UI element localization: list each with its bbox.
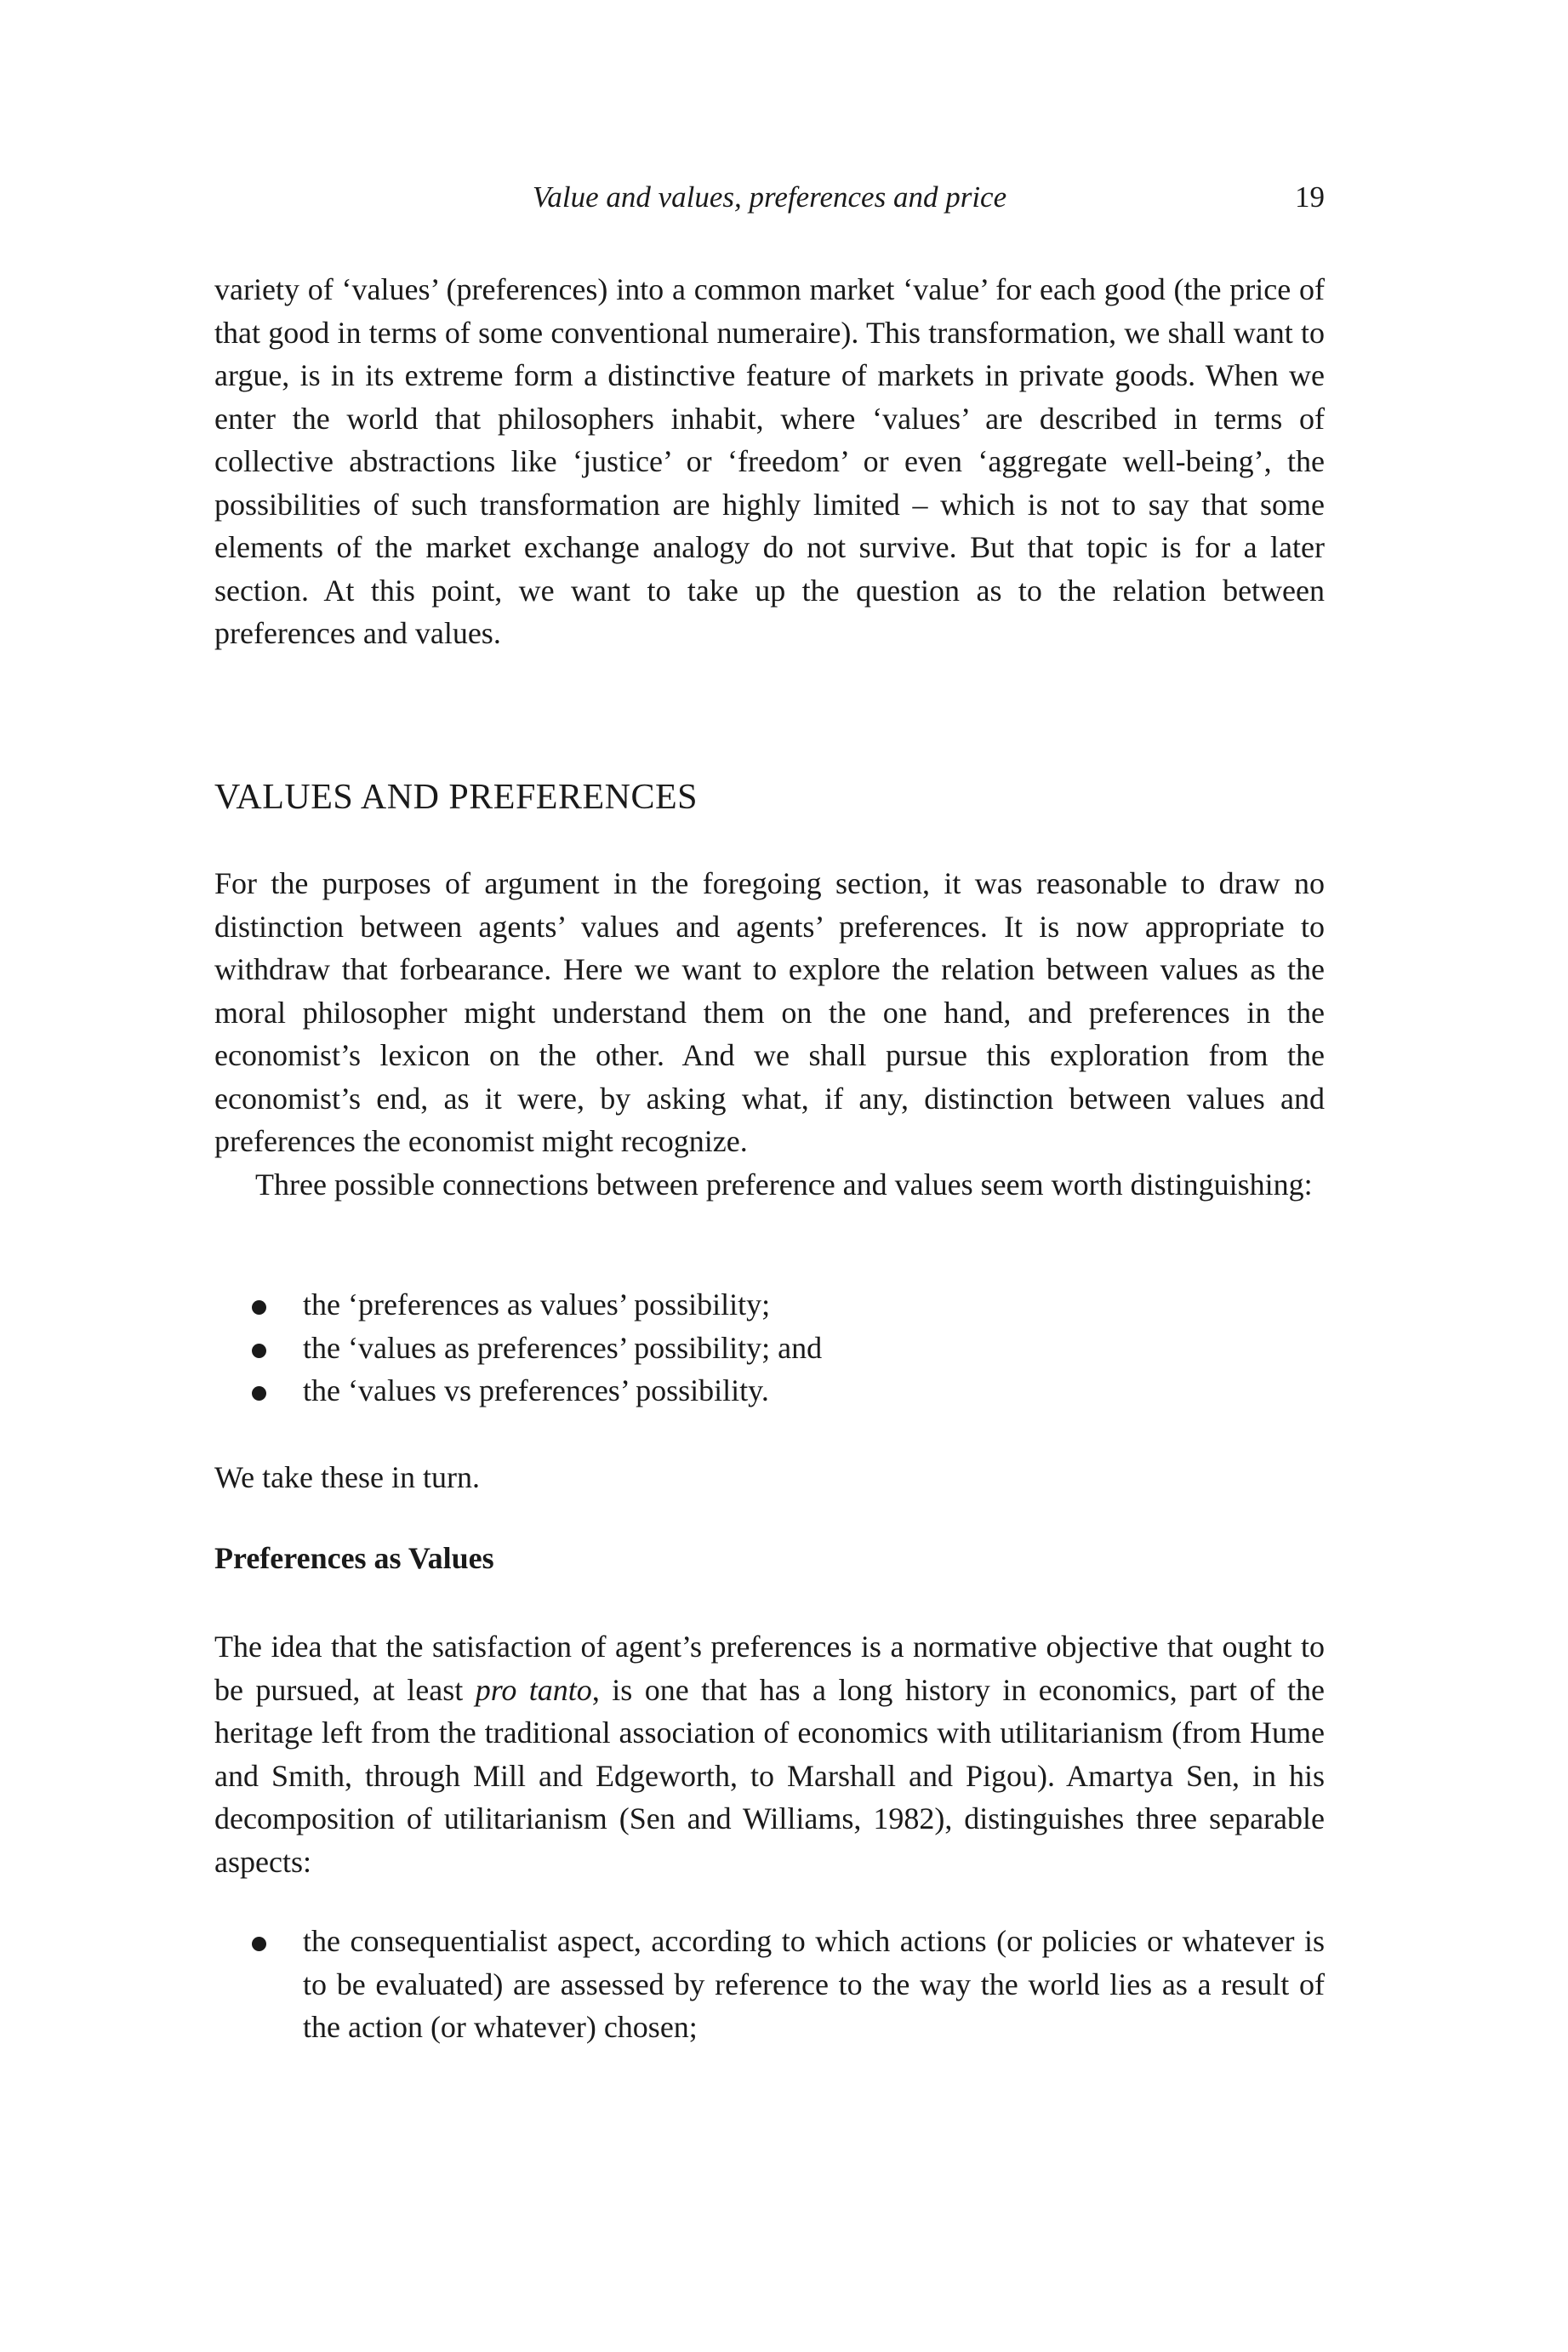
list-item: [214, 1369, 1325, 1413]
running-title: Value and values, preferences and price: [532, 180, 1007, 214]
subsection-paragraph-end: , is one that has a long history in economics, part of the heritage left from the traditional association of economics with utilitarianism (from Hume and Smith, through Mill and Edgeworth, to Marshall and Pigou). Amartya Sen, in his decomposition of utilitarianism (Sen and Williams, 1982), distinguishes three separable aspects:: [214, 1672, 1325, 1879]
subsection-paragraph-start: The idea that the satisfaction of agent’s preferences is a normative objective that ought to be pursued, at least: [214, 1630, 1325, 1707]
section-body-block: [214, 862, 1325, 1206]
list-item-text: the consequentialist aspect, according to which actions (or policies or whatever is to be evaluated) are assessed by reference to the way the world lies as a result of the action (or whatever) chosen;: [303, 1924, 1325, 2044]
bullet-icon: [252, 1386, 266, 1401]
subsection-heading: Preferences as Values: [214, 1541, 494, 1575]
list-item: [214, 1327, 1325, 1370]
closing-line: We take these in turn.: [214, 1460, 480, 1494]
aspect-bullet-list: [214, 1920, 1325, 2049]
bullet-icon: [252, 1344, 266, 1358]
opening-paragraph: variety of ‘values’ (preferences) into a common market ‘value’ for each good (the price of that good in terms of some conventional numeraire). This transformation, we shall want to argue, is in its extreme form a distinctive feature of markets in private goods. When we enter the world that philosophers inhabit, where ‘values’ are described in terms of collective abstractions like ‘justice’ or ‘freedom’ or even ‘aggregate well-being’, the possibilities of such transformation are highly limited – which is not to say that some elements of the market exchange analogy do not survive. But that topic is for a later section. At this point, we want to take up the question as to the relation between preferences and values.: [214, 272, 1325, 650]
list-item-text: the ‘values as preferences’ possibility; and: [303, 1330, 823, 1365]
section-heading: VALUES AND PREFERENCES: [214, 778, 698, 817]
list-item-text: the ‘values vs preferences’ possibility.: [303, 1373, 769, 1407]
page-number: 19: [1295, 180, 1325, 214]
bullet-icon: [252, 1937, 266, 1951]
section-paragraph-1: For the purposes of argument in the foregoing section, it was reasonable to draw no distinction between agents’ values and agents’ preferences. It is now appropriate to withdraw that forbearance. Here we want to explore the relation between values as the moral philosopher might understand them on the one hand, and preferences in the economist’s lexicon on the other. And we shall pursue this exploration from the economist’s end, as it were, by asking what, if any, distinction between values and preferences the economist might recognize.: [214, 866, 1325, 1158]
list-item-text: the ‘preferences as values’ possibility;: [303, 1287, 771, 1322]
section-paragraph-2: Three possible connections between preference and values seem worth distinguishing:: [255, 1167, 1313, 1202]
bullet-icon: [252, 1300, 266, 1315]
closing-line-block: [214, 1456, 1325, 1499]
opening-paragraph-block: [214, 268, 1325, 655]
list-item: [214, 1283, 1325, 1327]
running-head: [214, 180, 1325, 223]
list-item: [214, 1920, 1325, 2049]
subsection-paragraph-italic: pro tanto: [475, 1672, 592, 1707]
subsection-body-block: [214, 1625, 1325, 1883]
possibility-bullet-list: [214, 1283, 1325, 1413]
subsection-paragraph: [214, 1625, 1325, 1883]
